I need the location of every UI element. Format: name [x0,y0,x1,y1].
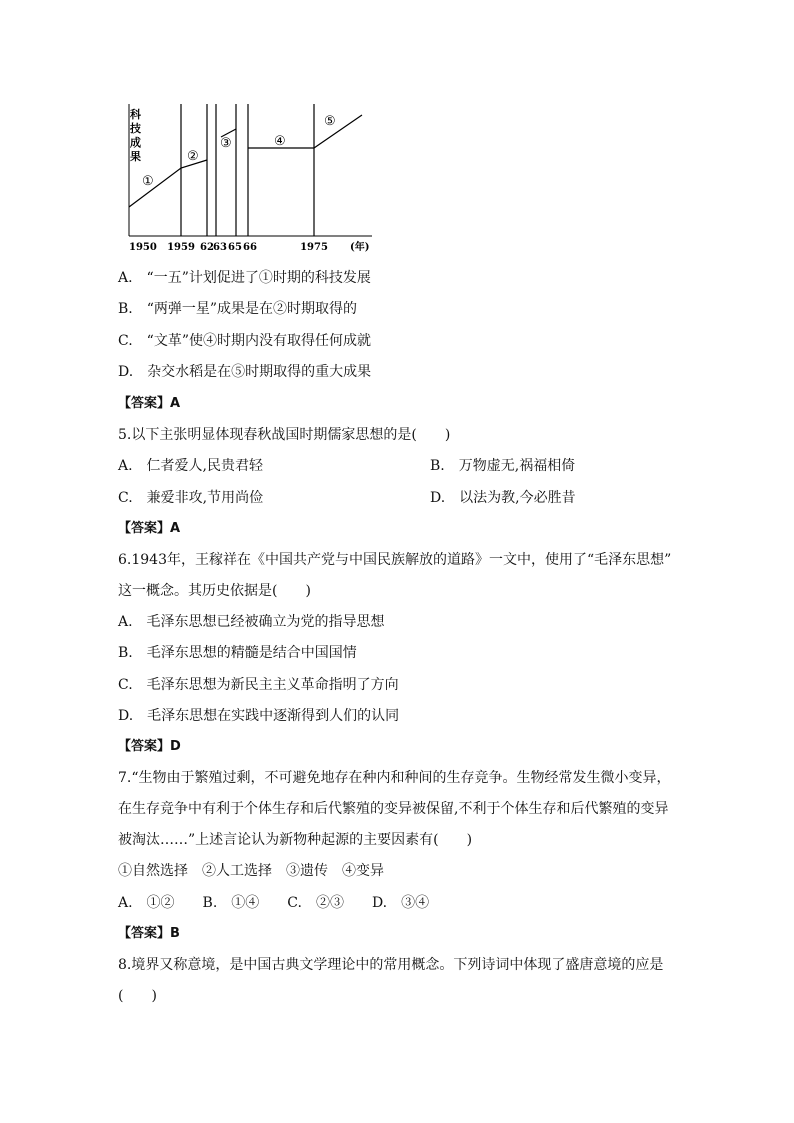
period-label: ④ [274,134,286,149]
q4-option-d: D. 杂交水稻是在⑤时期取得的重大成果 [118,364,372,380]
q8-stem-line-1: 8.境界又称意境，是中国古典文学理论中的常用概念。下列诗词中体现了盛唐意境的应是 [118,957,664,973]
q6-option-b: B. 毛泽东思想的精髓是结合中国国情 [118,645,357,661]
x-tick-label: 1975 [300,242,328,253]
y-label-char: 果 [130,150,141,163]
x-tick-label: 63 [213,242,227,253]
x-tick-labels [129,240,369,253]
x-tick-label: 66 [243,242,257,253]
q7-stem-line-2: 在生存竞争中有利于个体生存和后代繁殖的变异被保留,不利于个体生存和后代繁殖的变异 [118,801,669,817]
period-label: ② [187,149,199,164]
q6-option-d: D. 毛泽东思想在实践中逐渐得到人们的认同 [118,708,400,724]
x-tick-label: 62 [200,242,214,253]
q7-stem-line-1: 7.“生物由于繁殖过剩，不可避免地存在种内和种间的生存竞争。生物经常发生微小变异， [118,770,671,786]
x-tick-label: 65 [228,242,242,253]
period-label: ③ [220,136,232,151]
x-unit-label: (年) [350,242,370,253]
q6-option-a: A. 毛泽东思想已经被确立为党的指导思想 [118,614,385,630]
q4-answer: 【答案】A [118,396,181,411]
q5-option-b: B. 万物虚无,祸福相倚 [430,458,576,474]
q5-option-c: C. 兼爱非攻,节用尚俭 [118,490,264,506]
q4-option-b: B. “两弹一星”成果是在②时期取得的 [118,301,358,317]
trend-period-1-2 [129,160,207,207]
q4-option-c: C. “文革”使④时期内没有取得任何成就 [118,333,371,349]
q5-option-d: D. 以法为教,今必胜昔 [430,490,576,506]
q5-stem: 5.以下主张明显体现春秋战国时期儒家思想的是( ) [118,427,451,443]
q6-stem-line-1: 6.1943年，王稼祥在《中国共产党与中国民族解放的道路》一文中，使用了“毛泽东思想” [118,552,672,568]
period-label: ① [142,174,154,189]
q7-options: A. ①② B. ①④ C. ②③ D. ③④ [118,895,430,911]
q8-stem-line-2: ( ) [118,988,157,1004]
y-label-char: 成 [130,136,141,149]
period-label: ⑤ [324,114,336,129]
q5-option-a: A. 仁者爱人,民贵君轻 [118,458,264,474]
x-tick-label: 1959 [167,242,195,253]
y-label-char: 技 [130,122,141,135]
period-labels [142,114,336,189]
tech-achievement-figure [0,0,794,270]
q7-answer: 【答案】B [118,926,180,941]
q7-items: ①自然选择 ②人工选择 ③遗传 ④变异 [118,863,384,879]
trend-period-4-5 [248,115,362,148]
x-tick-label: 1950 [129,242,157,253]
q6-option-c: C. 毛泽东思想为新民主主义革命指明了方向 [118,677,399,693]
period-boundaries [181,104,314,236]
y-label-char: 科 [130,108,141,121]
q6-stem-line-2: 这一概念。其历史依据是( ) [118,583,311,599]
q5-answer: 【答案】A [118,521,181,536]
q7-stem-line-3: 被淘汰……”上述言论认为新物种起源的主要因素有( ) [118,832,473,848]
q4-option-a: A. “一五”计划促进了①时期的科技发展 [118,270,371,286]
q6-answer: 【答案】D [118,739,181,754]
y-axis-label [129,107,142,163]
